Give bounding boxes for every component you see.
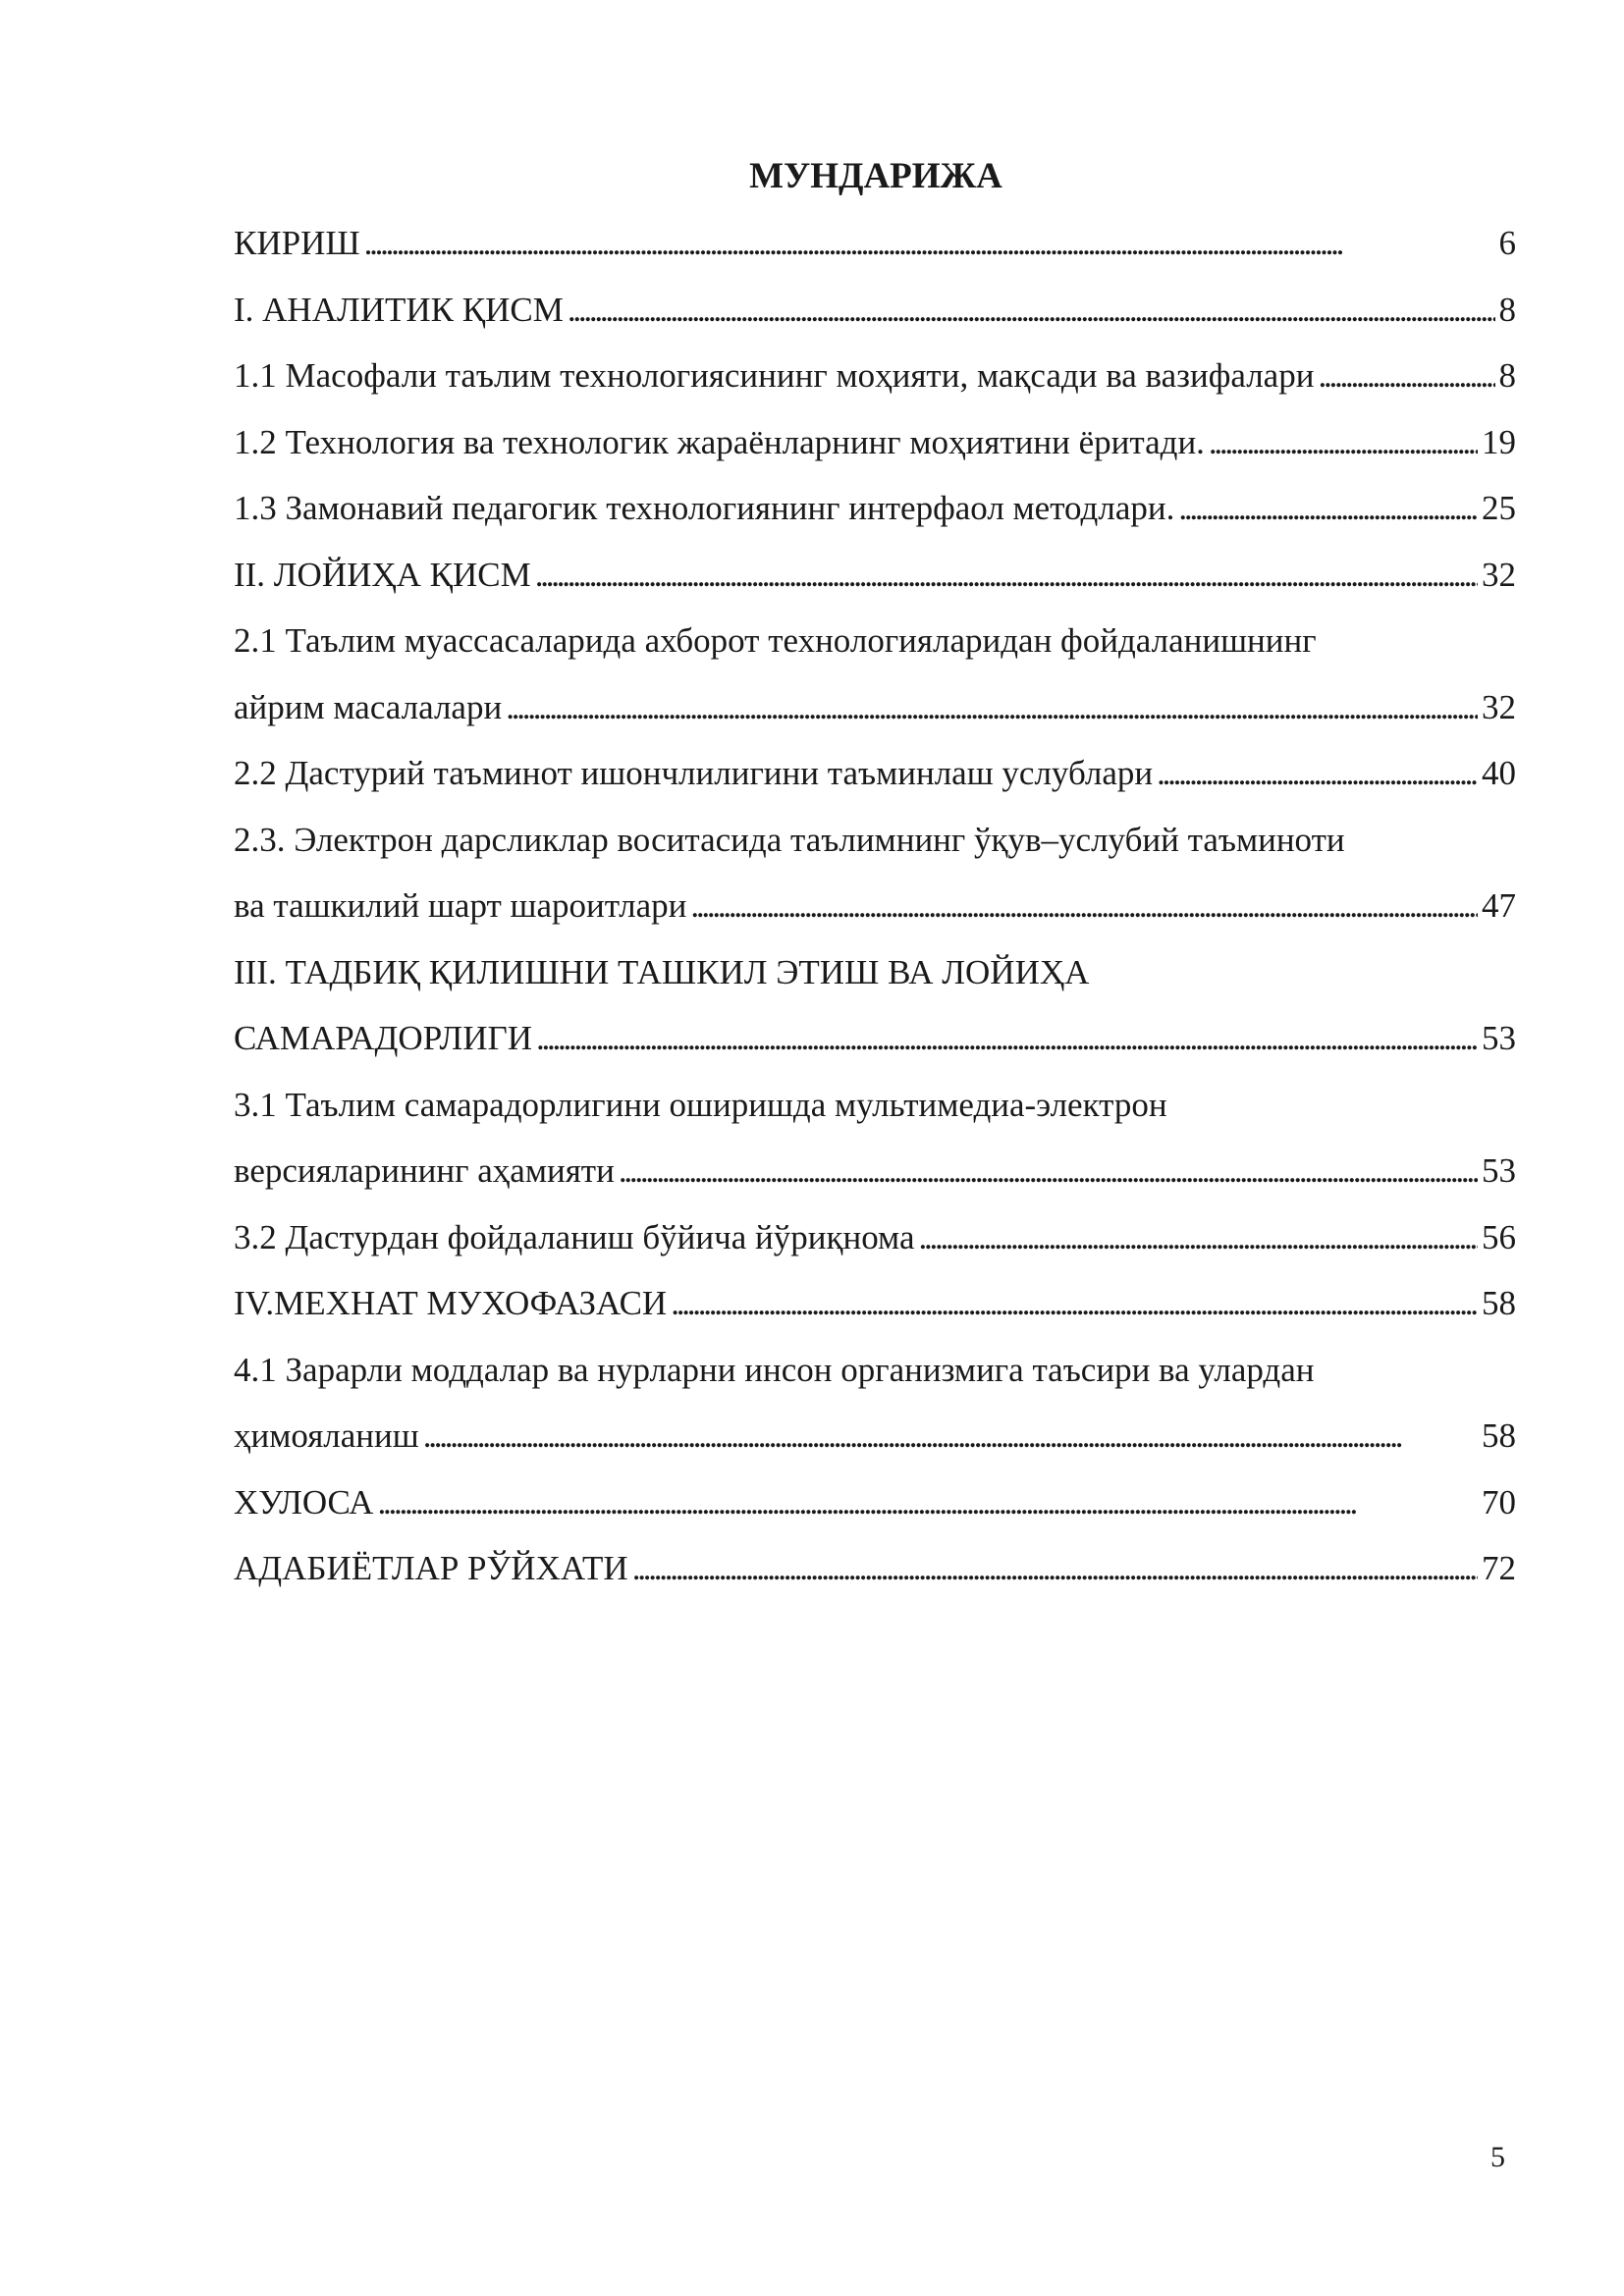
toc-page-number: 70 <box>1482 1482 1516 1522</box>
toc-page-number: 8 <box>1498 290 1516 329</box>
toc-entry[interactable] <box>234 608 1516 740</box>
toc-dot-leader <box>506 674 1478 741</box>
toc-page-number: 58 <box>1482 1416 1516 1455</box>
toc-line <box>234 1138 1516 1204</box>
toc-page-number: 32 <box>1482 555 1516 594</box>
toc-dot-leader <box>1157 740 1478 807</box>
toc-line <box>234 807 1516 874</box>
toc-entry-title: 1.3 Замонавий педагогик технологиянинг интерфаол методлари. <box>234 489 1175 527</box>
toc-line <box>234 1403 1516 1469</box>
toc-page-number: 8 <box>1498 356 1516 395</box>
toc-entry-title: АДАБИЁТЛАР РЎЙХАТИ <box>234 1549 628 1587</box>
toc-entry[interactable] <box>234 210 1516 277</box>
toc-dot-leader <box>619 1138 1478 1204</box>
toc-line <box>234 1535 1516 1602</box>
toc-entry[interactable] <box>234 1270 1516 1337</box>
toc-entry[interactable] <box>234 1337 1516 1469</box>
toc-entry[interactable] <box>234 807 1516 939</box>
toc-dot-leader <box>364 210 1495 277</box>
toc-entry-title: 2.3. Электрон дарсликлар воситасида таълимнинг ўқув–услубий таъминоти <box>234 820 1345 859</box>
toc-entry-title: айрим масалалари <box>234 687 503 726</box>
toc-page-number: 25 <box>1482 489 1516 527</box>
toc-entry-title: 2.1 Таълим муассасаларида ахборот технологияларидан фойдаланишнинг <box>234 621 1317 660</box>
toc-entry[interactable] <box>234 939 1516 1072</box>
toc-entry-title: 2.2 Дастурий таъминот ишончлилигини таъминлаш услублари <box>234 754 1154 792</box>
toc-line <box>234 343 1516 409</box>
toc-dot-leader <box>568 277 1495 344</box>
toc-line <box>234 277 1516 344</box>
toc-entry-title: IV.МЕХНАТ МУХОФАЗАСИ <box>234 1284 668 1322</box>
toc-line <box>234 1469 1516 1536</box>
toc-entry-title: САМАРАДОРЛИГИ <box>234 1019 533 1057</box>
toc-line <box>234 608 1516 674</box>
toc-line <box>234 542 1516 609</box>
toc-dot-leader <box>1318 343 1494 409</box>
toc-line <box>234 674 1516 741</box>
toc-dot-leader <box>423 1403 1478 1469</box>
toc-entry[interactable] <box>234 343 1516 409</box>
toc-entry-title: ХУЛОСА <box>234 1482 374 1522</box>
toc-line <box>234 740 1516 807</box>
toc-entry[interactable] <box>234 542 1516 609</box>
toc-page-number: 19 <box>1482 422 1516 461</box>
toc-entry-title: III. ТАДБИҚ ҚИЛИШНИ ТАШКИЛ ЭТИШ ВА ЛОЙИҲА <box>234 952 1090 991</box>
toc-page-number: 32 <box>1482 687 1516 726</box>
toc-dot-leader <box>377 1469 1478 1536</box>
table-of-contents <box>234 210 1516 1602</box>
toc-dot-leader <box>671 1270 1478 1337</box>
toc-line <box>234 475 1516 542</box>
toc-entry[interactable] <box>234 409 1516 476</box>
toc-line <box>234 1337 1516 1404</box>
toc-entry-title: 4.1 Зарарли моддалар ва нурларни инсон организмига таъсири ва улардан <box>234 1350 1315 1389</box>
toc-entry-title: КИРИШ <box>234 224 360 262</box>
toc-title: МУНДАРИЖА <box>749 156 1002 196</box>
toc-line <box>234 1072 1516 1139</box>
toc-entry-title: ҳимояланиш <box>234 1416 419 1455</box>
toc-entry[interactable] <box>234 1072 1516 1204</box>
toc-page-number: 53 <box>1482 1151 1516 1190</box>
toc-line <box>234 409 1516 476</box>
toc-entry[interactable] <box>234 740 1516 807</box>
toc-line <box>234 1204 1516 1271</box>
toc-entry-title: ва ташкилий шарт шароитлари <box>234 886 687 925</box>
toc-entry-title: 3.1 Таълим самарадорлигини оширишда мультимедиа-электрон <box>234 1085 1167 1124</box>
toc-page-number: 56 <box>1482 1217 1516 1256</box>
toc-entry[interactable] <box>234 277 1516 344</box>
toc-entry[interactable] <box>234 475 1516 542</box>
toc-page-number: 58 <box>1482 1284 1516 1322</box>
toc-page-number: 40 <box>1482 754 1516 792</box>
toc-dot-leader <box>1178 475 1478 542</box>
toc-entry-title: 1.2 Технология ва технологик жараёнларнинг моҳиятини ёритади. <box>234 422 1205 461</box>
toc-page-number: 47 <box>1482 886 1516 925</box>
toc-dot-leader <box>690 873 1478 939</box>
toc-dot-leader <box>535 542 1478 609</box>
toc-entry-title: 3.2 Дастурдан фойдаланиш бўйича йўриқнома <box>234 1217 915 1256</box>
toc-entry[interactable] <box>234 1469 1516 1536</box>
toc-line <box>234 210 1516 277</box>
toc-line <box>234 1270 1516 1337</box>
toc-page-number: 72 <box>1482 1549 1516 1587</box>
page-number: 5 <box>1490 2141 1505 2173</box>
toc-dot-leader <box>632 1535 1478 1602</box>
toc-entry-title: 1.1 Масофали таълим технологиясининг моҳияти, мақсади ва вазифалари <box>234 356 1315 395</box>
toc-entry-title: II. ЛОЙИҲА ҚИСМ <box>234 555 531 594</box>
toc-dot-leader <box>536 1005 1478 1072</box>
toc-page-number: 53 <box>1482 1019 1516 1057</box>
toc-line <box>234 873 1516 939</box>
toc-entry[interactable] <box>234 1535 1516 1602</box>
toc-line <box>234 1005 1516 1072</box>
toc-page-number: 6 <box>1498 224 1516 262</box>
toc-dot-leader <box>1209 409 1478 476</box>
toc-line <box>234 939 1516 1006</box>
toc-entry-title: версияларининг аҳамияти <box>234 1151 615 1190</box>
toc-entry[interactable] <box>234 1204 1516 1271</box>
toc-entry-title: I. АНАЛИТИК ҚИСМ <box>234 290 564 329</box>
toc-dot-leader <box>919 1204 1479 1271</box>
